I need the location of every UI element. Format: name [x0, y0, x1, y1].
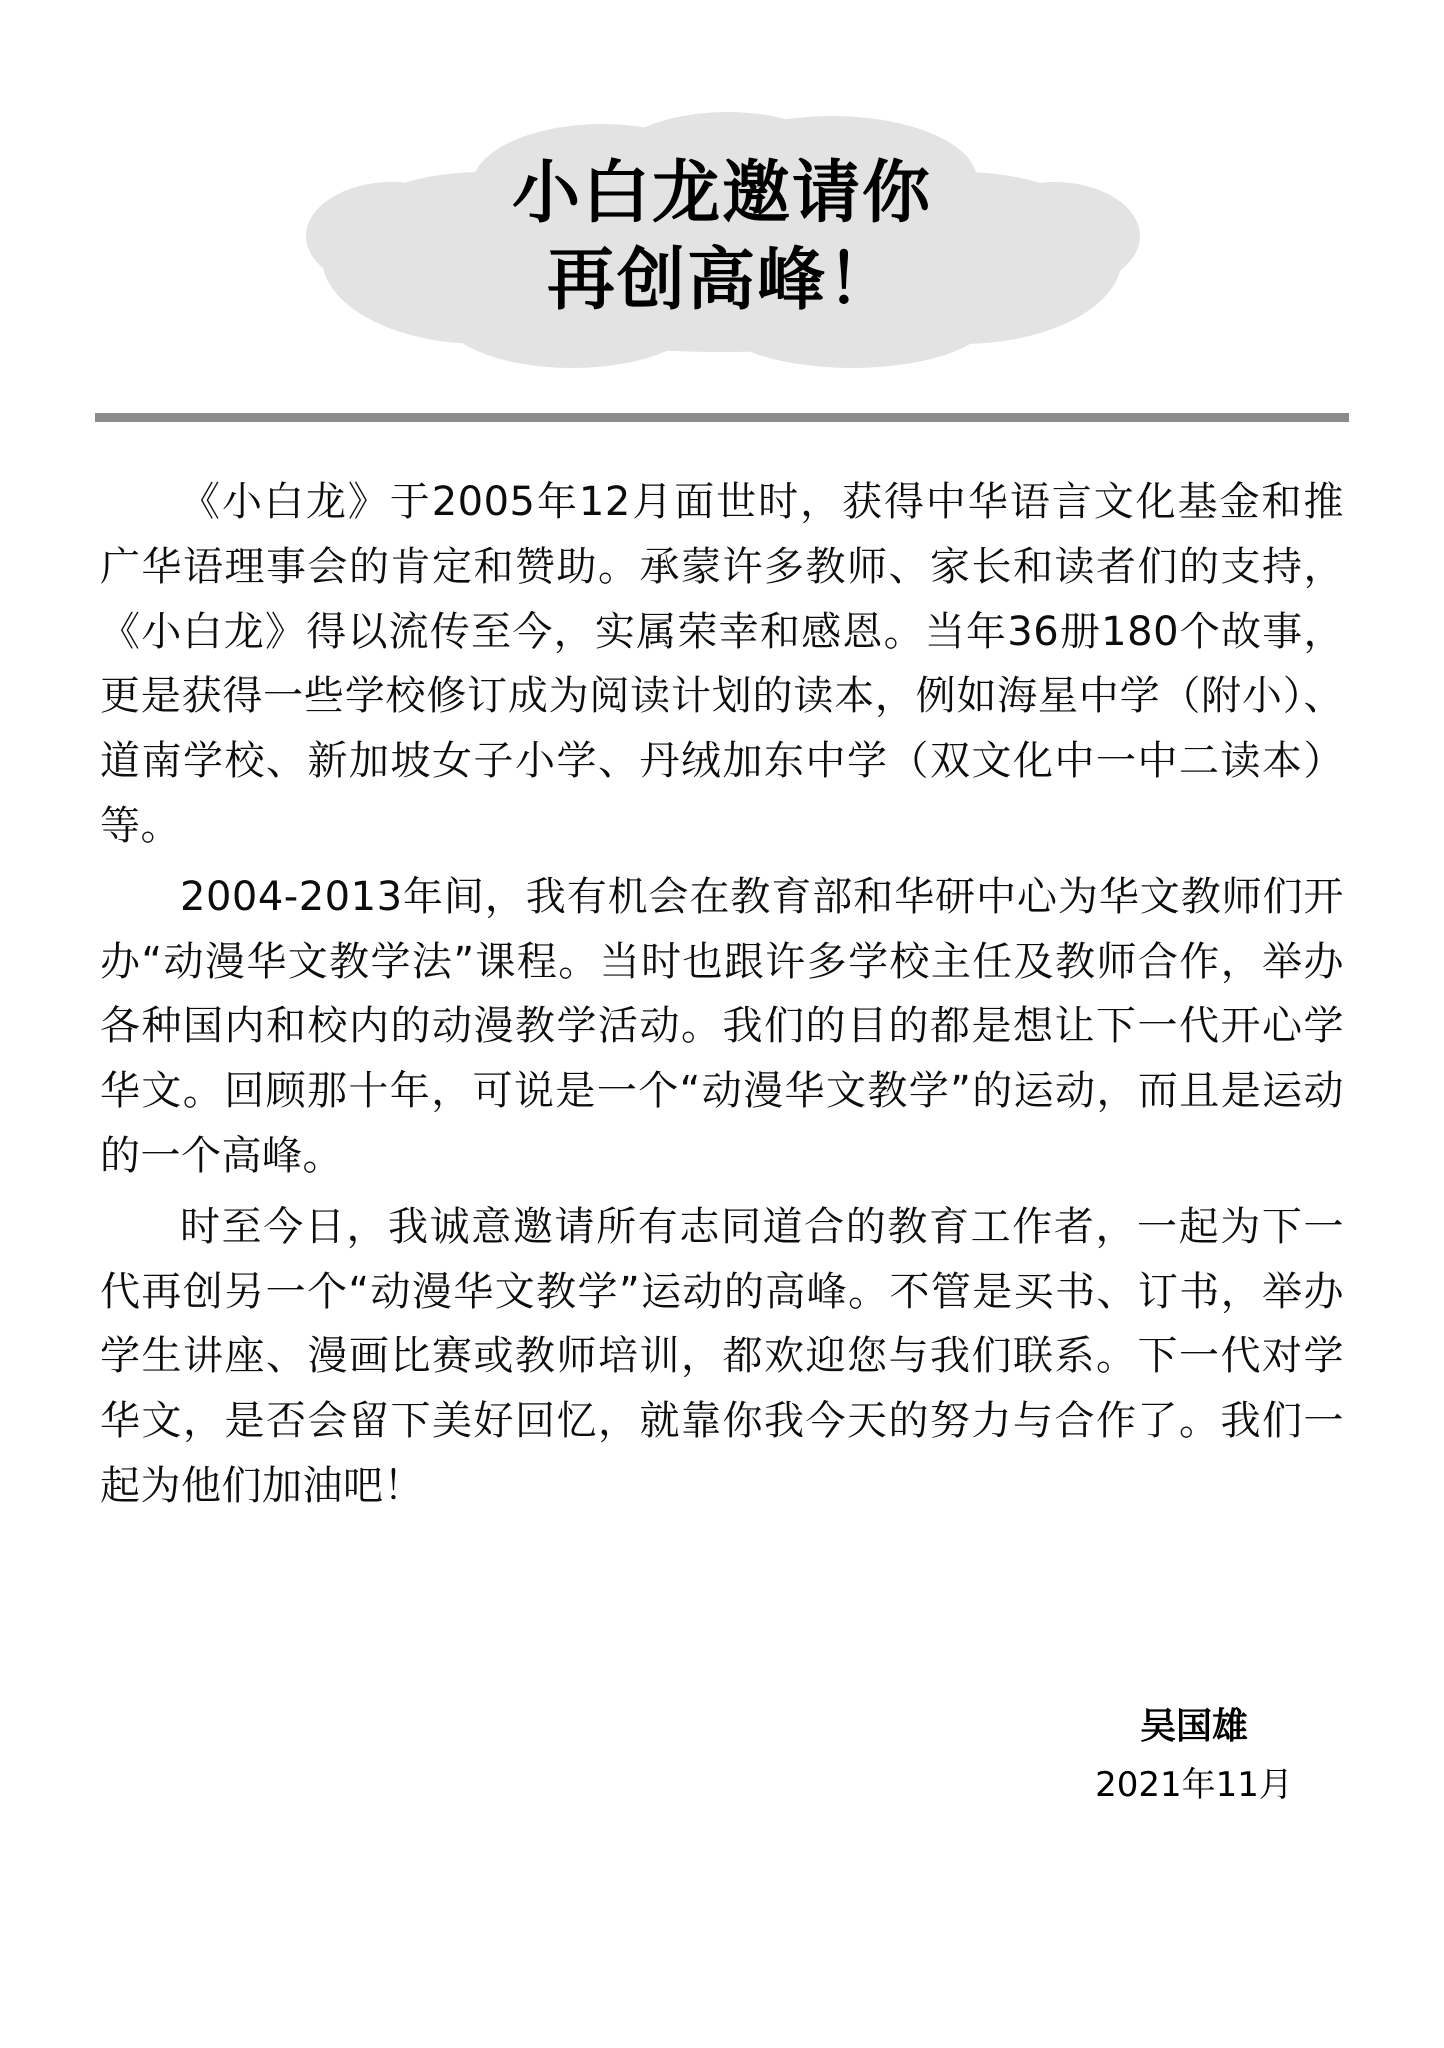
paragraph-3: 时至今日，我诚意邀请所有志同道合的教育工作者，一起为下一代再创另一个“动漫华文教学”运动的高峰。不管是买书、订书，举办学生讲座、漫画比赛或教师培训，都欢迎您与我们联系。下一代对学华文，是否会留下美好回忆，就靠你我今天的努力与合作了。我们一起为他们加油吧！ — [100, 1203, 1344, 1509]
signature-name: 吴国雄 — [1139, 1706, 1248, 1747]
horizontal-divider — [95, 413, 1349, 422]
page-title — [272, 108, 1172, 368]
body-text — [100, 470, 1344, 1525]
header-banner — [0, 0, 1444, 390]
cloud-banner — [272, 108, 1172, 368]
paragraph-2: 2004-2013年间，我有机会在教育部和华研中心为华文教师们开办“动漫华文教学法”课程。当时也跟许多学校主任及教师合作，举办各种国内和校内的动漫教学活动。我们的目的都是想让下一代开心学华文。回顾那十年，可说是一个“动漫华文教学”的运动，而且是运动的一个高峰。 — [100, 873, 1344, 1179]
title-line-1: 小白龙邀请你 — [511, 154, 932, 234]
signature-date: 2021年11月 — [1095, 1765, 1293, 1805]
paragraph-1: 《小白龙》于2005年12月面世时，获得中华语言文化基金和推广华语理事会的肯定和赞助。承蒙许多教师、家长和读者们的支持，《小白龙》得以流传至今，实属荣幸和感恩。当年36册180个故事，更是获得一些学校修订成为阅读计划的读本，例如海星中学（附小）、道南学校、新加坡女子小学、丹绒加东中学（双文化中一中二读本）等。 — [100, 479, 1344, 849]
signature-block — [1064, 1700, 1324, 1811]
title-line-2: 再创高峰！ — [546, 241, 897, 320]
